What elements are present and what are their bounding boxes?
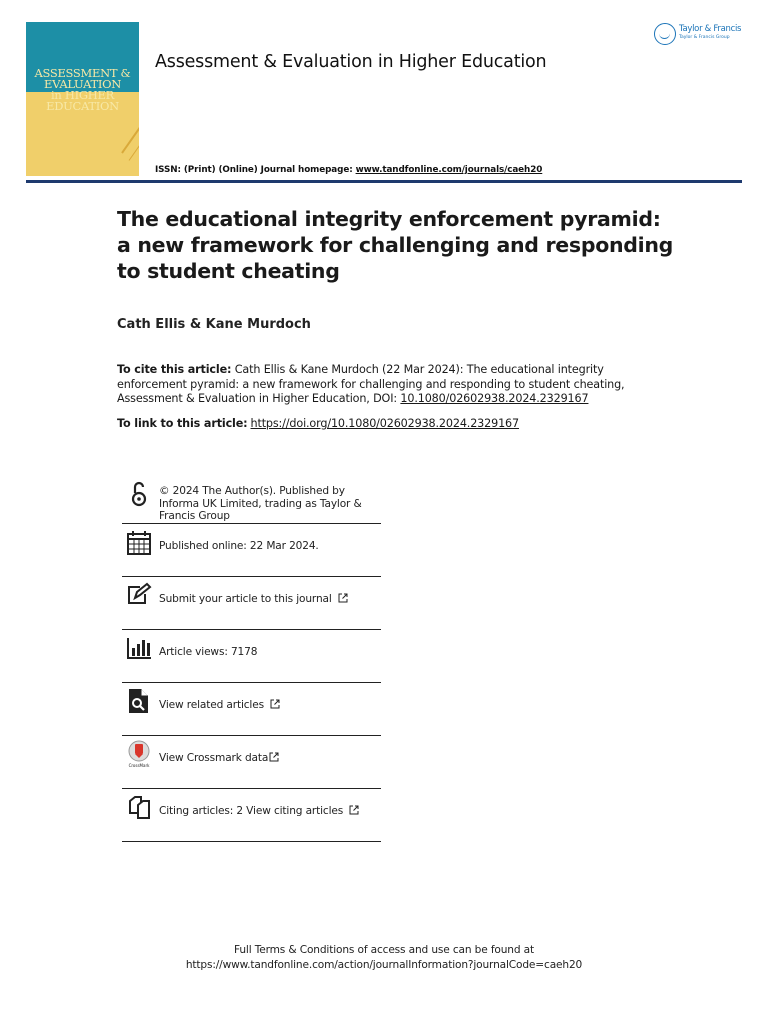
article-doi-link[interactable]: https://doi.org/10.1080/02602938.2024.2329167	[250, 417, 519, 430]
crossmark-icon	[126, 740, 152, 768]
crossmark-icon-label: CrossMark	[128, 763, 150, 768]
published-date: Published online: 22 Mar 2024.	[159, 540, 319, 552]
crossmark-row[interactable]	[122, 736, 381, 789]
related-articles-row[interactable]	[122, 683, 381, 736]
journal-title: Assessment & Evaluation in Higher Education	[155, 52, 547, 72]
submit-article-link[interactable]: Submit your article to this journal	[159, 593, 381, 606]
article-views: Article views: 7178	[159, 646, 258, 658]
citing-articles-row[interactable]	[122, 789, 381, 842]
citing-articles-icon	[126, 793, 152, 821]
terms-text: Full Terms & Conditions of access and use can be found at	[233, 944, 534, 956]
published-row	[122, 524, 381, 577]
issn-text: ISSN: (Print) (Online) Journal homepage:	[155, 165, 356, 175]
article-views-row	[122, 630, 381, 683]
citation-block	[117, 363, 657, 407]
journal-homepage-link[interactable]: www.tandfonline.com/journals/caeh20	[355, 165, 543, 175]
journal-cover-image	[26, 22, 139, 176]
cite-label: To cite this article:	[117, 363, 232, 376]
external-link-icon	[269, 752, 279, 762]
related-articles-link[interactable]: View related articles	[159, 699, 381, 712]
citing-articles-link[interactable]: Citing articles: 2 View citing articles	[159, 805, 381, 818]
calendar-icon	[126, 528, 152, 556]
external-link-icon	[349, 805, 359, 815]
publisher-logo	[654, 22, 746, 46]
crossmark-link[interactable]: View Crossmark data	[159, 752, 381, 765]
edit-icon	[126, 581, 152, 609]
cite-text: Cath Ellis & Kane Murdoch (22 Mar 2024): The educational integrity enforcement pyramid: a new framework for challenging and responding to student cheating, Assessment & Evaluation in Higher Education, DOI:	[117, 363, 625, 405]
external-link-icon	[338, 593, 348, 603]
external-link-icon	[270, 699, 280, 709]
terms-footer	[0, 943, 768, 972]
cover-title: ASSESSMENT & EVALUATION in HIGHER EDUCATION	[34, 66, 131, 113]
document-search-icon	[126, 687, 152, 715]
open-access-row	[122, 476, 381, 524]
copyright-text: © 2024 The Author(s). Published by Informa UK Limited, trading as Taylor & Francis Group	[159, 485, 362, 522]
bar-chart-icon	[126, 634, 152, 662]
link-label: To link to this article:	[117, 417, 248, 430]
publisher-logo-icon	[654, 23, 676, 45]
article-title: The educational integrity enforcement pyramid: a new framework for challenging and responding to student cheating	[117, 207, 674, 283]
publisher-group: Taylor & Francis Group	[679, 35, 730, 40]
article-authors: Cath Ellis & Kane Murdoch	[117, 317, 311, 332]
article-link-line	[117, 417, 519, 430]
article-info-list	[122, 476, 381, 842]
header-divider	[26, 180, 742, 183]
terms-link[interactable]: https://www.tandfonline.com/action/journalInformation?journalCode=caeh20	[185, 958, 583, 971]
publisher-name: Taylor & Francis	[679, 24, 742, 34]
cite-doi-link[interactable]: 10.1080/02602938.2024.2329167	[400, 392, 589, 405]
open-access-icon	[126, 480, 152, 508]
submit-article-row[interactable]	[122, 577, 381, 630]
issn-line	[155, 165, 542, 175]
